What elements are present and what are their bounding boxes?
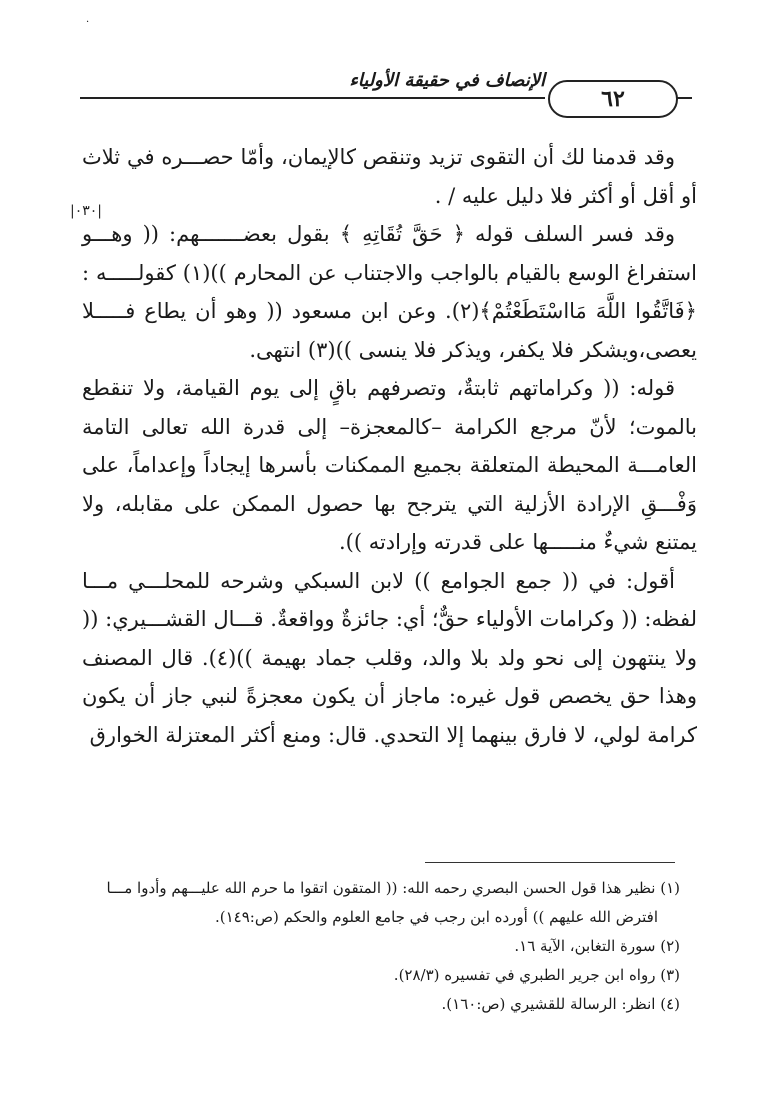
footnotes bbox=[100, 874, 680, 1019]
paragraph: وقد قدمنا لك أن التقوى تزيد وتنقص كالإيمان، وأمّا حصـــره في ثلاث أو أقل أو أكثر فلا دليل عليه / . bbox=[82, 145, 697, 208]
footnote: (١) نظير هذا قول الحسن البصري رحمه الله: (( المتقون اتقوا ما حرم الله عليـــهم وأدوا مـــا bbox=[106, 879, 680, 897]
header-rule-right bbox=[676, 97, 692, 99]
paragraph: قوله: (( وكراماتهم ثابتةٌ، وتصرفهم باقٍ إلى يوم القيامة، ولا تنقطع بالموت؛ لأنّ مرجع الكرامة –كالمعجزة– إلى قدرة الله تعالى التامة العامـــة المحيطة المتعلقة بجميع الممكنات بأسرها إيجاداً وإعداماً، على وَفْـــقِ الإرادة الأزلية التي يترجح بها حصول الممكن على مقابله، ولا يمتنع شيءٌ منـــــها على قدرته وإرادته )). bbox=[82, 376, 697, 554]
margin-page-reference: |٠٣٠| bbox=[70, 203, 102, 219]
corner-mark: · bbox=[86, 17, 90, 28]
main-text bbox=[82, 138, 697, 754]
paragraph: وقد فسر السلف قوله ﴿ حَقَّ تُقَاتِهِ ﴾ بقول بعضـــــــهم: (( وهـــو استفراغ الوسع بالقيام بالواجب والاجتناب عن المحارم ))(١) كقولـــــه : ﴿فَاتَّقُوا اللَّهَ مَااسْتَطَعْتُمْ﴾(٢). وعن ابن مسعود (( وهو أن يطاع فـــــلا يعصى،ويشكر فلا يكفر، ويذكر فلا ينسى ))(٣) انتهى. bbox=[82, 222, 697, 362]
paragraph: أقول: في (( جمع الجوامع )) لابن السبكي وشرحه للمحلـــي مـــا لفظه: (( وكرامات الأولياء حقٌّ؛ أي: جائزةٌ وواقعةٌ. قـــال القشـــيري: (( ولا ينتهون إلى نحو ولد بلا والد، وقلب جماد بهيمة ))(٤). قال المصنف وهذا حق يخصص قول غيره: ماجاز أن يكون معجزةً لنبي جاز أن يكون كرامة لولي، لا فارق بينهما إلا التحدي. قال: ومنع أكثر المعتزلة الخوارق bbox=[82, 568, 697, 747]
running-title: الإنصاف في حقيقة الأولياء bbox=[349, 70, 545, 91]
footnote: (٢) سورة التغابن، الآية ١٦. bbox=[514, 937, 680, 955]
page-number: ٦٢ bbox=[548, 80, 678, 118]
header-rule bbox=[80, 97, 545, 99]
footnote-continuation: افترض الله عليهم )) أورده ابن رجب في جامع العلوم والحكم (ص:١٤٩). bbox=[215, 908, 658, 926]
footnote-separator bbox=[425, 862, 675, 863]
footnote: (٤) انظر: الرسالة للقشيري (ص:١٦٠). bbox=[441, 995, 680, 1013]
footnote: (٣) رواه ابن جرير الطبري في تفسيره (٢٨/٣). bbox=[393, 966, 680, 984]
